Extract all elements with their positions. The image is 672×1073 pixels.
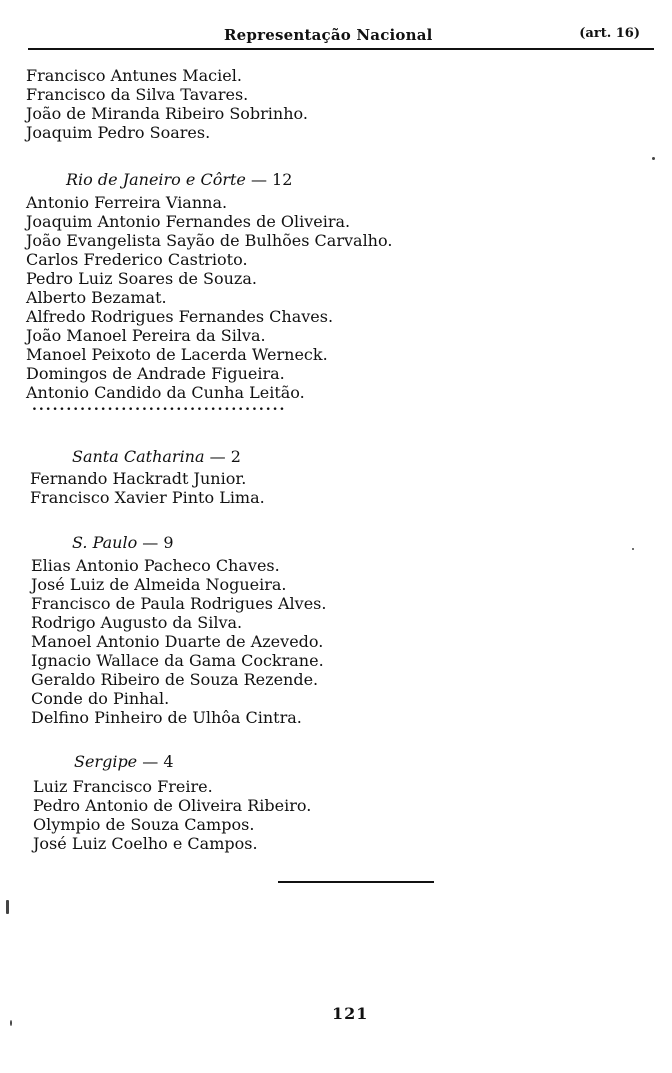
dotted-separator: .....................................: [32, 398, 287, 414]
list-item: Delfino Pinheiro de Ulhôa Cintra.: [31, 708, 302, 727]
header-article: (art. 16): [579, 26, 640, 41]
section-heading-sao-paulo: [72, 533, 174, 552]
list-item: Ignacio Wallace da Gama Cockrane.: [31, 651, 324, 670]
list-item: Joaquim Antonio Fernandes de Oliveira.: [26, 212, 351, 231]
list-item: Domingos de Andrade Figueira.: [26, 364, 285, 383]
list-item: Francisco Antunes Maciel.: [26, 66, 242, 85]
list-item: Rodrigo Augusto da Silva.: [31, 613, 243, 632]
list-item: Alberto Bezamat.: [26, 288, 167, 307]
print-speck: [632, 548, 634, 550]
list-item: Francisco de Paula Rodrigues Alves.: [31, 594, 327, 613]
list-item: Geraldo Ribeiro de Souza Rezende.: [31, 670, 319, 689]
section-count: — 2: [209, 447, 241, 466]
header-title: Representação Nacional: [224, 26, 433, 44]
rio-name-list: [26, 193, 392, 402]
list-item: Antonio Candido da Cunha Leitão.: [26, 383, 305, 402]
list-item: Pedro Luiz Soares de Souza.: [26, 269, 257, 288]
section-count: — 4: [142, 752, 174, 771]
list-item: Conde do Pinhal.: [31, 689, 170, 708]
section-heading-rio: [66, 170, 292, 189]
list-item: Francisco da Silva Tavares.: [26, 85, 249, 104]
list-item: Joaquim Pedro Soares.: [26, 123, 211, 142]
closing-rule: [278, 881, 434, 883]
list-item: Pedro Antonio de Oliveira Ribeiro.: [33, 796, 312, 815]
santa-catharina-name-list: [30, 469, 265, 507]
list-item: João de Miranda Ribeiro Sobrinho.: [26, 104, 308, 123]
list-item: Antonio Ferreira Vianna.: [26, 193, 228, 212]
list-item: João Manoel Pereira da Silva.: [26, 326, 266, 345]
list-item: Luiz Francisco Freire.: [33, 777, 213, 796]
section-state: Santa Catharina: [72, 447, 205, 466]
list-item: Fernando Hackradt Junior.: [30, 469, 247, 488]
list-item: Manoel Antonio Duarte de Azevedo.: [31, 632, 324, 651]
section-heading-sergipe: [74, 752, 174, 771]
section-heading-santa-catharina: [72, 447, 241, 466]
list-item: João Evangelista Sayão de Bulhões Carvalho.: [26, 231, 393, 250]
list-item: Carlos Frederico Castrioto.: [26, 250, 248, 269]
print-speck: [652, 157, 655, 160]
section-state: S. Paulo: [72, 533, 138, 552]
sergipe-name-list: [33, 777, 311, 853]
list-item: Alfredo Rodrigues Fernandes Chaves.: [26, 307, 334, 326]
section-count: — 9: [142, 533, 174, 552]
running-header: [28, 24, 654, 50]
print-speck: [6, 900, 9, 914]
page-number: 121: [332, 1004, 369, 1023]
section-state: Sergipe: [74, 752, 138, 771]
list-item: José Luiz Coelho e Campos.: [33, 834, 258, 853]
intro-name-list: [26, 66, 308, 142]
list-item: Manoel Peixoto de Lacerda Werneck.: [26, 345, 328, 364]
sao-paulo-name-list: [31, 556, 326, 727]
list-item: Elias Antonio Pacheco Chaves.: [31, 556, 280, 575]
list-item: José Luiz de Almeida Nogueira.: [31, 575, 287, 594]
list-item: Olympio de Souza Campos.: [33, 815, 255, 834]
print-speck: [10, 1020, 12, 1026]
list-item: Francisco Xavier Pinto Lima.: [30, 488, 265, 507]
section-state: Rio de Janeiro e Côrte: [66, 170, 246, 189]
section-count: — 12: [250, 170, 293, 189]
